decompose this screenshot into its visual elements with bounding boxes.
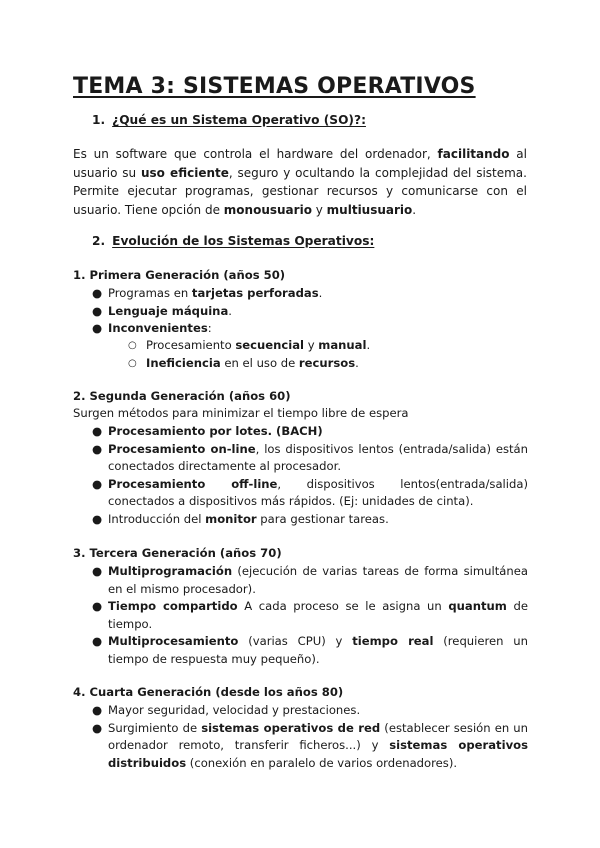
bullet-icon: ● xyxy=(92,476,103,491)
section-1-title: ¿Qué es un Sistema Operativo (SO)?: xyxy=(112,113,366,127)
text-run: . xyxy=(228,303,232,318)
text-run: , seguro y ocultando la complejidad del sistema. Permite ejecutar programas, gestionar recursos y comunicarse con el usuario. Tiene opción de xyxy=(73,165,527,217)
text-run: de tiempo. xyxy=(108,599,528,631)
bold-text: Procesamiento por lotes. (BACH) xyxy=(108,424,323,438)
list-item xyxy=(92,511,528,529)
generation-4-list xyxy=(92,702,528,772)
generation-2-heading: 2. Segunda Generación (años 60) xyxy=(73,389,291,403)
text-run: Programas en xyxy=(108,286,192,300)
section-2-number: 2. xyxy=(92,234,106,248)
list-item xyxy=(92,720,528,773)
list-item xyxy=(92,303,528,321)
list-item xyxy=(92,441,528,476)
text-run: A cada proceso se le asigna un xyxy=(237,599,449,613)
bullet-icon: ● xyxy=(92,424,103,438)
bullet-icon: ● xyxy=(92,564,103,578)
generation-2-list xyxy=(92,423,528,528)
bullet-icon: ● xyxy=(92,634,103,648)
bold-text: Procesamiento off-line xyxy=(108,476,278,491)
list-item xyxy=(92,320,528,338)
text-run: . xyxy=(366,338,371,352)
generation-1-heading: 1. Primera Generación (años 50) xyxy=(73,268,286,282)
text-run: . xyxy=(412,202,417,217)
text-run: (ejecución de varias tareas de forma simultánea en el mismo procesador). xyxy=(108,564,528,596)
bullet-icon: ● xyxy=(92,703,103,717)
bold-text: recursos xyxy=(298,355,356,370)
list-item xyxy=(128,337,528,355)
text-run: y xyxy=(304,338,319,352)
bold-text: sistemas operativos de red xyxy=(201,720,381,735)
text-run: , los dispositivos lentos (entrada/salida) están conectados directamente al procesador. xyxy=(108,441,529,473)
text-run: Es un software que controla el hardware del ordenador, xyxy=(73,147,438,161)
bold-text: Tiempo compartido xyxy=(108,599,238,613)
bold-text: Multiprocesamiento xyxy=(108,634,239,648)
list-item xyxy=(92,285,528,303)
generation-4-heading: 4. Cuarta Generación (desde los años 80) xyxy=(73,685,344,699)
text-run: Mayor seguridad, velocidad y prestaciones. xyxy=(108,703,361,717)
bullet-icon: ● xyxy=(92,441,103,456)
section-1-heading xyxy=(92,113,366,127)
generation-3-heading: 3. Tercera Generación (años 70) xyxy=(73,546,282,560)
bold-text: facilitando xyxy=(437,147,510,161)
bullet-icon: ● xyxy=(92,720,103,735)
generation-3-list xyxy=(92,563,528,668)
generation-1-sublist xyxy=(128,337,528,372)
list-item xyxy=(92,702,528,720)
bold-text: Ineficiencia xyxy=(146,355,221,370)
text-run: . xyxy=(318,286,323,300)
text-run: (establecer sesión en un ordenador remoto, transferir ficheros...) y xyxy=(108,720,528,752)
section-2-title: Evolución de los Sistemas Operativos: xyxy=(112,234,375,248)
bullet-icon: ● xyxy=(92,303,103,318)
bold-text: secuencial xyxy=(235,338,305,352)
bold-text: uso eficiente xyxy=(140,165,229,180)
generation-2-intro: Surgen métodos para minimizar el tiempo libre de espera xyxy=(73,406,409,420)
bold-text: manual xyxy=(318,338,367,352)
text-run: (requieren un tiempo de respuesta muy pequeño). xyxy=(108,634,528,666)
text-run: (conexión en paralelo de varios ordenadores). xyxy=(186,755,458,770)
list-item xyxy=(92,598,528,633)
text-run: para gestionar tareas. xyxy=(256,511,389,526)
text-run: (varias CPU) y xyxy=(238,634,353,648)
text-run: . xyxy=(355,355,359,370)
text-run: y xyxy=(311,202,327,217)
bold-text: monousuario xyxy=(223,202,312,217)
page-title: TEMA 3: SISTEMAS OPERATIVOS xyxy=(73,74,476,99)
circle-bullet-icon: ○ xyxy=(128,340,137,351)
bold-text: quantum xyxy=(448,599,507,613)
bold-text: multiusuario xyxy=(326,202,413,217)
list-item xyxy=(92,476,528,511)
generation-1-list xyxy=(92,285,528,338)
text-run: en el uso de xyxy=(220,355,299,370)
section-2-heading xyxy=(92,234,374,248)
list-item xyxy=(92,423,528,441)
bold-text: Lenguaje máquina xyxy=(108,303,229,318)
list-item xyxy=(128,355,528,373)
bold-text: Multiprogramación xyxy=(108,564,233,578)
bullet-icon: ● xyxy=(92,599,103,613)
bold-text: monitor xyxy=(205,511,257,526)
text-run: Introducción del xyxy=(108,511,206,526)
bullet-icon: ● xyxy=(92,511,103,526)
circle-bullet-icon: ○ xyxy=(128,357,137,369)
bold-text: tiempo real xyxy=(352,634,434,648)
bullet-icon: ● xyxy=(92,286,103,300)
section-1-paragraph xyxy=(73,145,527,219)
text-run: , dispositivos lentos(entrada/salida) conectados a dispositivos más rápidos. (Ej: unidades de cinta). xyxy=(108,476,528,508)
list-item xyxy=(92,563,528,598)
text-run: Procesamiento xyxy=(146,338,236,352)
text-run: al usuario su xyxy=(73,147,527,180)
bold-text: tarjetas perforadas xyxy=(191,286,319,300)
list-item xyxy=(92,633,528,668)
text-run: Surgimiento de xyxy=(108,720,202,735)
bold-text: sistemas operativos distribuidos xyxy=(108,738,528,770)
bold-text: Inconvenientes xyxy=(108,321,208,335)
bold-text: Procesamiento on-line xyxy=(108,441,256,456)
section-1-number: 1. xyxy=(92,113,106,127)
text-run: : xyxy=(207,321,212,335)
bullet-icon: ● xyxy=(92,321,103,335)
